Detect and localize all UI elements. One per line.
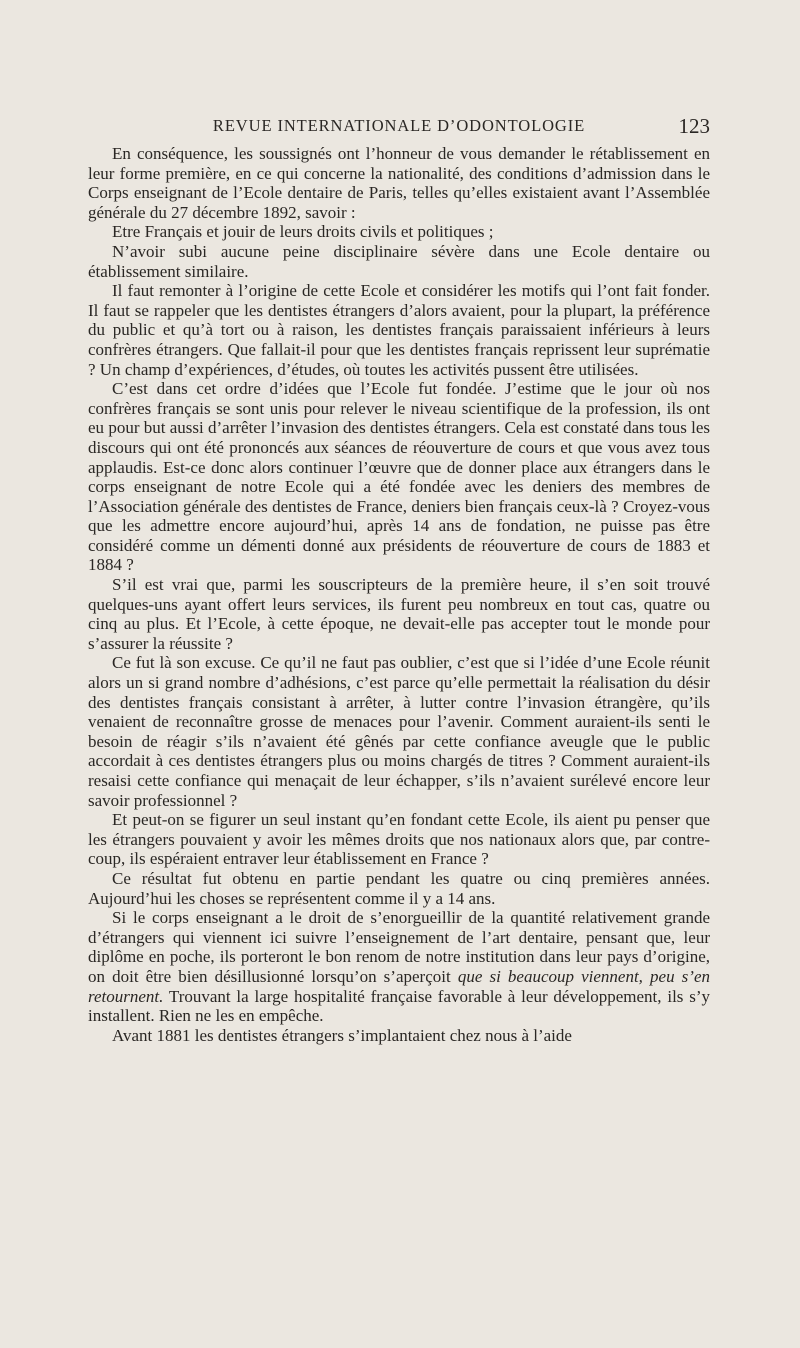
running-title: REVUE INTERNATIONALE D’ODONTOLOGIE bbox=[212, 116, 586, 135]
page-header bbox=[88, 114, 710, 140]
paragraph: Ce fut là son excuse. Ce qu’il ne faut pas oublier, c’est que si l’idée d’une Ecole réunit alors un si grand nombre d’adhésions, c’est parce qu’elle permettait la réalisation du désir des dentistes français consistant à arrêter, à lutter contre l’invasion étrangère, qu’ils venaient de reconnaître grosse de menaces pour l’avenir. Comment auraient-ils senti le besoin de réagir s’ils n’avaient été gênés par cette confiance aveugle que le public accordait à ces dentistes étrangers plus ou moins chargés de titres ? Comment auraient-ils resaisi cette confiance qui menaçait de leur échapper, s’ils n’avaient surélevé encore leur savoir professionnel ? bbox=[88, 653, 710, 810]
paragraph: Il faut remonter à l’origine de cette Ecole et considérer les motifs qui l’ont fait fonder. Il faut se rappeler que les dentistes étrangers d’alors avaient, pour la plupart, la préférence du public et qu’à tort ou à raison, les dentistes français paraissaient inférieurs à leurs confrères étrangers. Que fallait-il pour que les dentistes français reprissent leur suprématie ? Un champ d’expériences, d’études, où toutes les activités pussent être utilisées. bbox=[88, 281, 710, 379]
paragraph: S’il est vrai que, parmi les souscripteurs de la première heure, il s’en soit trouvé quelques-uns ayant offert leurs services, ils furent peu nombreux en tout cas, quatre ou cinq au plus. Et l’Ecole, à cette époque, ne devait-elle pas accepter tout le monde pour s’assurer la réussite ? bbox=[88, 575, 710, 653]
paragraph: Avant 1881 les dentistes étrangers s’implantaient chez nous à l’aide bbox=[112, 1025, 572, 1045]
paragraph: Etre Français et jouir de leurs droits civils et politiques ; bbox=[112, 222, 494, 242]
paragraph bbox=[88, 908, 710, 1026]
paragraph: N’avoir subi aucune peine disciplinaire sévère dans une Ecole dentaire ou établissement similaire. bbox=[88, 241, 710, 281]
page-number: 123 bbox=[678, 114, 710, 138]
body-text bbox=[88, 144, 710, 1045]
italic-quote: que si beaucoup viennent, peu s’en retournent. bbox=[88, 966, 710, 1006]
paragraph-text: Trouvant la large hospitalité française favorable à leur développement, ils s’y installent. Rien ne les en empêche. bbox=[88, 986, 710, 1026]
paragraph: C’est dans cet ordre d’idées que l’Ecole fut fondée. J’estime que le jour où nos confrères français se sont unis pour relever le niveau scientifique de la profession, ils ont eu pour but aussi d’arrêter l’invasion des dentistes étrangers. Cela est constaté dans tous les discours qui ont été prononcés aux séances de réouverture de cours et que vous avez tous applaudis. Est-ce donc alors continuer l’œuvre que de donner place aux étrangers dans le corps enseignant de notre Ecole qui a été fondée avec les deniers des membres de l’Association générale des dentistes de France, deniers bien français ceux-là ? Croyez-vous que les admettre encore aujourd’hui, après 14 ans de fondation, ne puisse pas être considéré comme un démenti donné aux présidents de réouverture de cours de 1883 et 1884 ? bbox=[88, 379, 710, 575]
paragraph: Ce résultat fut obtenu en partie pendant les quatre ou cinq premières années. Aujourd’hui les choses se représentent comme il y a 14 ans. bbox=[88, 868, 710, 908]
paragraph: En conséquence, les soussignés ont l’honneur de vous demander le rétablissement en leur forme première, en ce qui concerne la nationalité, des conditions d’admission dans le Corps enseignant de l’Ecole dentaire de Paris, telles qu’elles existaient avant l’Assemblée générale du 27 décembre 1892, savoir : bbox=[88, 144, 710, 222]
paragraph-text: Si le corps enseignant a le droit de s’enorgueillir de la quantité relativement grande d’étrangers qui viennent ici suivre l’enseignement de l’art dentaire, pensant que, leur diplôme en poche, ils porteront le bon renom de notre institution dans leur pays d’origine, on doit être bien désillusionné lorsqu’on s’aperçoit bbox=[88, 908, 710, 986]
paragraph: Et peut-on se figurer un seul instant qu’en fondant cette Ecole, ils aient pu penser que les étrangers pouvaient y avoir les mêmes droits que nos nationaux alors que, par contre-coup, ils espéraient entraver leur établissement en France ? bbox=[88, 810, 710, 869]
